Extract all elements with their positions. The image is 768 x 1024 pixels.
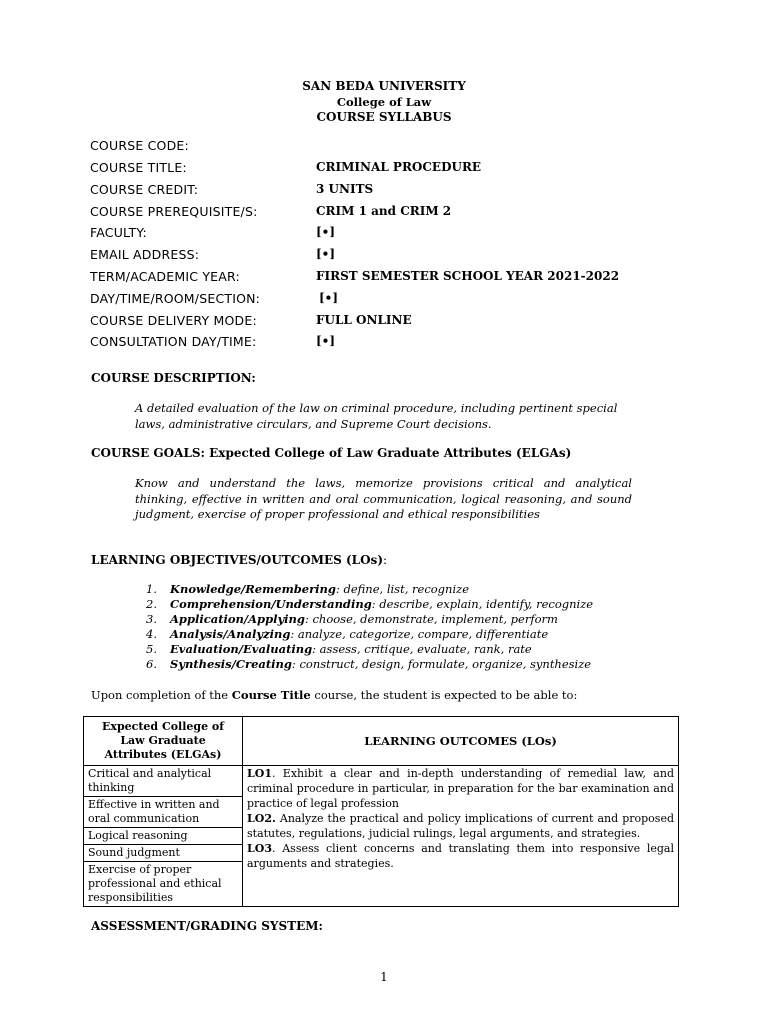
list-item (146, 597, 593, 612)
info-label: DAY/TIME/ROOM/SECTION: (90, 291, 261, 306)
elga-cell: Logical reasoning (84, 828, 243, 845)
college-name: College of Law (336, 95, 432, 109)
description-line: A detailed evaluation of the law on criminal procedure, including pertinent special (135, 401, 618, 415)
item-term: Evaluation/Evaluating (170, 642, 313, 656)
learning-objectives-list (146, 582, 593, 672)
item-term: Application/Applying (170, 612, 305, 626)
info-row-course-credit (90, 182, 690, 204)
info-label: COURSE CREDIT: (90, 182, 199, 197)
outcome-sep: . (271, 842, 276, 855)
course-description-title: COURSE DESCRIPTION: (91, 371, 256, 385)
outcome-lo3 (247, 841, 674, 871)
info-value: 3 UNITS (316, 182, 374, 196)
info-value: [•] (316, 247, 336, 261)
assessment-title: ASSESSMENT/GRADING SYSTEM: (91, 919, 323, 933)
document-type: COURSE SYLLABUS (316, 110, 452, 124)
info-row-faculty (90, 225, 690, 247)
info-label: CONSULTATION DAY/TIME: (90, 334, 257, 349)
info-label: EMAIL ADDRESS: (90, 247, 200, 262)
item-number: 5. (146, 642, 157, 656)
description-line: laws, administrative circulars, and Supreme Court decisions. (135, 416, 492, 431)
university-name: SAN BEDA UNIVERSITY (302, 79, 466, 93)
list-item (146, 582, 593, 597)
info-row-term (90, 269, 690, 291)
table-header-row (84, 717, 679, 766)
info-row-schedule (90, 291, 690, 313)
table-row (84, 766, 679, 797)
info-row-consultation (90, 334, 690, 356)
item-desc: : define, list, recognize (335, 582, 469, 596)
outcome-text: Assess client concerns and translating them into responsive legal arguments and strategies. (247, 842, 674, 870)
item-number: 1. (146, 582, 157, 596)
course-goals-title: COURSE GOALS: Expected College of Law Graduate Attributes (ELGAs) (91, 446, 572, 460)
course-goals-text (135, 476, 632, 523)
list-item (146, 627, 593, 642)
elga-outcomes-table (83, 716, 679, 907)
elga-cell: Critical and analytical thinking (84, 766, 243, 797)
info-value: [•] (316, 334, 336, 348)
goals-line: Know and understand the laws, memorize provisions critical and analytical (135, 476, 632, 490)
elga-cell: Exercise of proper professional and ethical responsibilities (84, 862, 243, 907)
intro-course-title: Course Title (231, 688, 311, 702)
elga-column-header: Expected College of Law Graduate Attributes (ELGAs) (84, 717, 243, 766)
outcomes-column-header: LEARNING OUTCOMES (LOs) (243, 717, 679, 766)
info-value: FULL ONLINE (316, 313, 412, 327)
list-item (146, 657, 593, 672)
info-label: COURSE CODE: (90, 138, 189, 153)
info-value: CRIM 1 and CRIM 2 (316, 204, 452, 218)
intro-pre: Upon completion of the (91, 688, 232, 702)
item-number: 2. (146, 597, 157, 611)
item-number: 6. (146, 657, 157, 671)
completion-intro (91, 688, 577, 702)
info-label: COURSE PREREQUISITE/S: (90, 204, 258, 219)
outcome-code: LO3 (247, 842, 272, 855)
info-value: [•] (316, 225, 336, 239)
course-description-text (135, 401, 633, 432)
item-term: Synthesis/Creating (170, 657, 292, 671)
learning-objectives-colon: : (383, 553, 388, 567)
item-term: Analysis/Analyzing (170, 627, 291, 641)
outcome-text: Analyze the practical and policy implications of current and proposed statutes, regulations, judicial rulings, legal arguments, and strategies. (247, 812, 674, 840)
info-label: COURSE TITLE: (90, 160, 187, 175)
item-desc: : assess, critique, evaluate, rank, rate (312, 642, 532, 656)
outcome-text: Exhibit a clear and in-depth understanding of remedial law, and criminal procedure in particular, in preparation for the bar examination and practice of legal profession (247, 767, 674, 810)
item-desc: : choose, demonstrate, implement, perform (304, 612, 558, 626)
info-value: [•] (319, 291, 339, 305)
info-row-course-title (90, 160, 690, 182)
list-item (146, 612, 593, 627)
info-label: COURSE DELIVERY MODE: (90, 313, 257, 328)
info-row-prerequisites (90, 204, 690, 226)
item-desc: : analyze, categorize, compare, differentiate (290, 627, 549, 641)
item-number: 4. (146, 627, 157, 641)
learning-outcomes-cell (243, 766, 679, 907)
info-row-email (90, 247, 690, 269)
info-label: TERM/ACADEMIC YEAR: (90, 269, 240, 284)
learning-objectives-title (91, 553, 387, 567)
info-label: FACULTY: (90, 225, 147, 240)
outcome-code: LO2. (247, 812, 276, 825)
learning-objectives-heading: LEARNING OBJECTIVES/OUTCOMES (LOs) (91, 553, 383, 567)
item-term: Knowledge/Remembering (170, 582, 336, 596)
outcome-lo1 (247, 766, 674, 811)
info-value: FIRST SEMESTER SCHOOL YEAR 2021-2022 (316, 269, 620, 283)
item-term: Comprehension/Understanding (170, 597, 372, 611)
outcome-lo2 (247, 811, 674, 841)
goals-line: judgment, exercise of proper professional and ethical responsibilities (135, 507, 540, 521)
info-row-delivery-mode (90, 313, 690, 335)
goals-line: thinking, effective in written and oral communication, logical reasoning, and sound (135, 491, 632, 506)
page-number: 1 (380, 970, 388, 984)
outcome-code: LO1 (247, 767, 272, 780)
info-value: CRIMINAL PROCEDURE (316, 160, 482, 174)
elga-cell: Effective in written and oral communication (84, 797, 243, 828)
elga-cell: Sound judgment (84, 845, 243, 862)
item-number: 3. (146, 612, 157, 626)
list-item (146, 642, 593, 657)
item-desc: : construct, design, formulate, organize, synthesize (291, 657, 592, 671)
outcome-sep: . (271, 767, 276, 780)
info-row-course-code (90, 138, 690, 160)
intro-post: course, the student is expected to be able to: (310, 688, 578, 702)
item-desc: : describe, explain, identify, recognize (371, 597, 594, 611)
